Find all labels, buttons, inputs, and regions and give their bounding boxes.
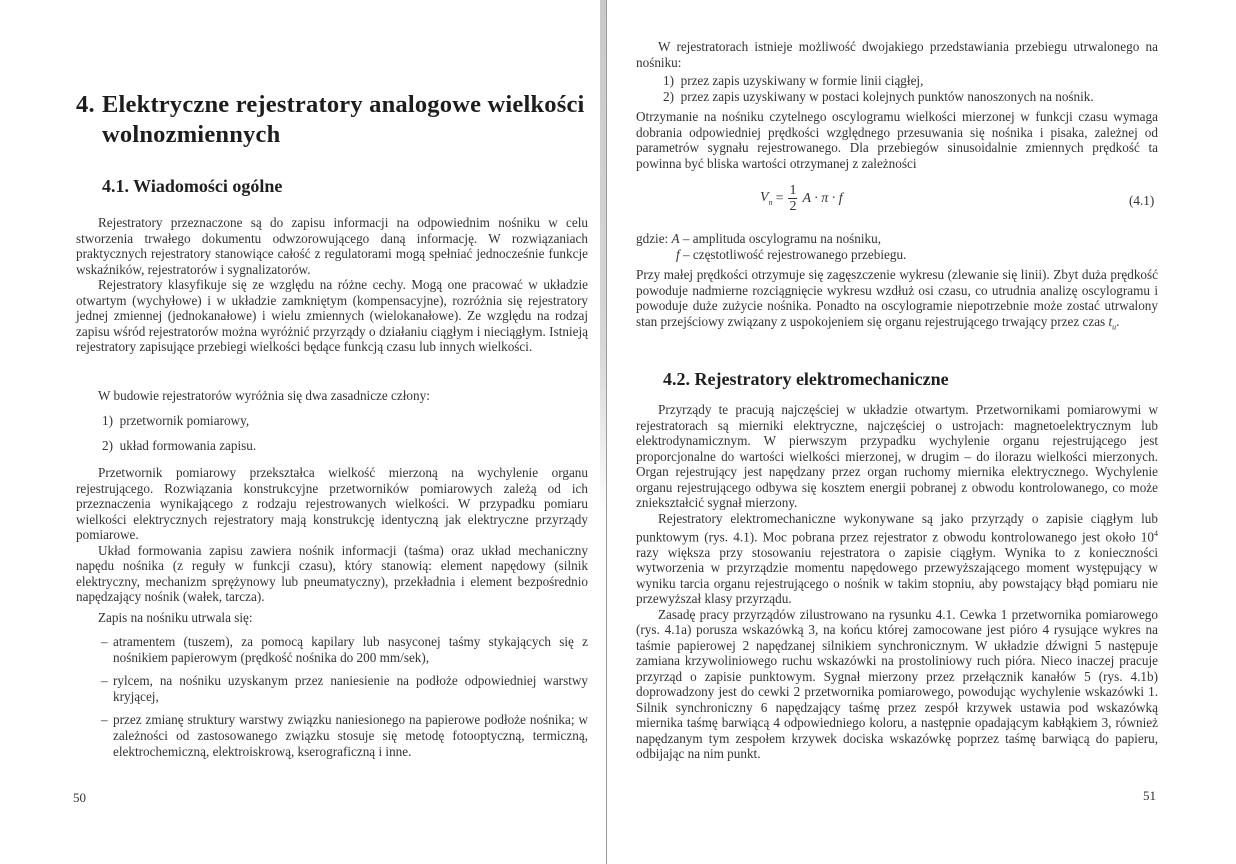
list-item	[663, 73, 923, 89]
paragraph	[76, 465, 588, 605]
chapter-number: 4.	[76, 91, 95, 118]
paragraph-text: Układ formowania zapisu zawiera nośnik informacji (taśma) oraz układ mechaniczny napędu nośnika (z reguły w funkcji czasu), który stanowią: element napędowy (silnik elektryczny, mechanizm sprężynowy lub pneumatyczny), przekładnia i element bezpośrednio napędzający nośnik (wałek, tarcza).	[76, 542, 588, 604]
section-title-4-1: 4.1. Wiadomości ogólne	[102, 176, 283, 196]
equation-number: (4.1)	[1129, 193, 1155, 208]
list-item	[102, 438, 256, 454]
dash-list-item	[101, 673, 588, 705]
paragraph-text: Rejestratory klasyfikuje się ze względu na różne cechy. Mogą one pracować w układzie otwartym (wychyłowe) i w układzie zamkniętym (kompensacyjne), rozróżnia się rejestratory jednej zmiennej (jednokanałowe) i wielu zmiennych (wielokanałowe). Ze względu na rodzaj zapisu wśród rejestratorów można wyróżnić przyrządy o działaniu ciągłym i nieciągłym. Istnieją rejestratory zapisujące przebiegi wielkości będące funkcją czasu lub innych wielkości.	[76, 277, 588, 354]
paragraph	[76, 388, 588, 404]
paragraph-text: W rejestratorach istnieje możliwość dwojakiego przedstawiania przebiegu utrwalonego na nośniku:	[636, 39, 1158, 70]
list-number: 1)	[102, 413, 113, 428]
paragraph-text: Rejestratory przeznaczone są do zapisu informacji na odpowiednim nośniku w celu stworzenia trwałego dokumentu odwzorowującego daną informację. W rozwiązaniach praktycznych rejestratory stanowiące całość z regulatorami mogą spełniać jednocześnie funkcje wskaźników, rejestratorów i sygnalizatorów.	[76, 215, 588, 277]
list-number: 1)	[663, 73, 674, 88]
formula-rhs: A · π · f	[802, 190, 843, 206]
paragraph	[76, 610, 588, 626]
page-number-right: 51	[1143, 788, 1156, 803]
section-title-4-2: 4.2. Rejestratory elektromechaniczne	[663, 369, 949, 389]
formula-fraction: $\frac{1}{2}$	[789, 183, 797, 214]
list-text: przez zapis uzyskiwany w formie linii ciągłej,	[680, 73, 924, 88]
paragraph: Przyrządy te pracują najczęściej w układzie otwartym. Przetwornikami pomiarowymi w rejestratorach są mierniki elektryczne, najczęściej o ustrojach: magnetoelektrycznym lub elektrodynamicznym. W pierwszym przypadku wychylenie organu rejestrującego jest proporcjonalne do wartości wielkości mierzonej, w drugim – do ilorazu wielkości mierzonych. Organ rejestrujący jest napędzany przez organ ruchomy miernika elektrycznego. Wychylenie organu rejestrującego odbywa się kosztem energii pobranej z obwodu kontrolowanego, co może zniekształcić sygnał mierzony. Rejestratory elektromechaniczne wykonywane są jako przyrządy o zapisie ciągłym lub punktowym (rys. 4.1). Moc pobrana przez rejestrator z obwodu kontrolowanego jest około $10^4$ razy większa przy stosowaniu rejestratora o zapisie ciągłym. Wynika to z konieczności wytworzenia w przyrządzie momentu napędowego przewyższającego moment występujący w wyniku tarcia organu rejestrującego o nośnik w takim stopniu, aby powstający błąd pomiaru nie przewyższał klasy przyrządu. Zasadę pracy przyrządów zilustrowano na rysunku 4.1. Cewka 1 przetwornika pomiarowego (rys. 4.1a) porusza wskazówką 3, na końcu której zamocowane jest pióro 4 rysujące wykres na taśmie papierowej 2 napędzanej silnikiem synchronicznym. W układzie dźwigni 5 następuje zamiana krzywoliniowego ruchu wskazówki na prostoliniowy ruch pióra. Nieco inaczej pracuje przyrząd o zapisie punktowym. Sygnał mierzony przez przełącznik kanałów 5 (rys. 4.1b) doprowadzony jest do cewki 2 przetwornika pomiarowego, powodując wychylenie wskazówki 1. Silnik synchroniczny 6 napędzający taśmę przez zespół krzywek ustawia pod wskazówką miernika taśmę barwiącą 4 odpowiedniego koloru, a następnie opadającym kabłąkiem 3, również napędzanym tym zespołem krzywek dociska wskazówkę poprzez taśmę barwiącą do papieru, odbijając na nim punkt.	[636, 402, 1158, 762]
list-item	[663, 89, 1094, 105]
dash-bullet: –	[101, 712, 108, 727]
dash-list-item	[101, 634, 588, 666]
paragraph-text: Przy małej prędkości otrzymuje się zagęszczenie wykresu (zlewanie się linii). Zbyt duża prędkość powoduje nadmierne rozciągnięcie wykresu wzdłuż osi czasu, co utrudnia analizę oscylogramu i powoduje duże zużycie nośnika. Ponadto na oscylogramie niepotrzebnie może zostać utrwalony stan przejściowy związany z uspokojeniem się organu rejestrującego trwający przez czas	[636, 267, 1158, 329]
list-text: przez zapis uzyskiwany w postaci kolejnych punktów nanoszonych na nośnik.	[680, 89, 1094, 104]
paragraph: Przy małej prędkości otrzymuje się zagęszczenie wykresu (zlewanie się linii). Zbyt duża prędkość powoduje nadmierne rozciągnięcie wykresu wzdłuż osi czasu, co utrudnia analizę oscylogramu i powoduje duże zużycie nośnika. Ponadto na oscylogramie niepotrzebnie może zostać utrwalony stan przejściowy związany z uspokojeniem się organu rejestrującego trwający przez czas $t_u$.	[636, 267, 1158, 332]
paragraph-text: Zasadę pracy przyrządów zilustrowano na rysunku 4.1. Cewka 1 przetwornika pomiarowego (rys. 4.1a) porusza wskazówką 3, na końcu której zamocowane jest pióro 4 rysujące wykres na taśmie papierowej 2 napędzanej silnikiem synchronicznym. W układzie dźwigni 5 następuje zamiana krzywoliniowego ruchu wskazówki na prostoliniowy ruch pióra. Nieco inaczej pracuje przyrząd o zapisie punktowym. Sygnał mierzony przez przełącznik kanałów 5 (rys. 4.1b) doprowadzony jest do cewki 2 przetwornika pomiarowego, powodując wychylenie wskazówki 1. Silnik synchroniczny 6 napędzający taśmę przez zespół krzywek ustawia pod wskazówką miernika taśmę barwiącą 4 odpowiedniego koloru, a następnie opadającym kabłąkiem 3, również napędzanym tym zespołem krzywek dociska wskazówkę poprzez taśmę barwiącą do papieru, odbijając na nim punkt.	[636, 606, 1158, 762]
paragraph-text: Przyrządy te pracują najczęściej w układzie otwartym. Przetwornikami pomiarowymi w rejestratorach są mierniki elektryczne, najczęściej o ustrojach: magnetoelektrycznym lub elektrodynamicznym. W pierwszym przypadku wychylenie organu rejestrującego jest proporcjonalne do wartości wielkości mierzonej, w drugim – do ilorazu wielkości mierzonych. Organ rejestrujący jest napędzany przez organ ruchomy miernika elektrycznego. Wychylenie organu rejestrującego odbywa się kosztem energii pobranej z obwodu kontrolowanego, co może zniekształcić sygnał mierzony.	[636, 402, 1158, 510]
dash-item-text: przez zmianę struktury warstwy związku naniesionego na papierowe podłoże nośnika; w zależności od zastosowanego związku stosuje się metodę fotooptyczną, termiczną, elektrochemiczną, elektroiskrową, kserograficzną i inne.	[113, 712, 588, 759]
where-list: gdzie: A – amplituda oscylogramu na nośniku, f – częstotliwość rejestrowanego przebiegu.	[636, 231, 907, 262]
dash-item-text: atramentem (tuszem), za pomocą kapilary lub nasyconej taśmy stykających się z nośnikiem papierowym (prędkość nośnika do 200 mm/sek),	[113, 634, 588, 665]
dash-item-text: rylcem, na nośniku uzyskanym przez naniesienie na podłoże odpowiedniej warstwy kryjącej,	[113, 673, 588, 704]
dash-bullet: –	[101, 673, 108, 688]
paragraph-text: W budowie rejestratorów wyróżnia się dwa zasadnicze człony:	[98, 388, 430, 403]
chapter-title-line1: Elektryczne rejestratory analogowe wielkości	[102, 91, 585, 118]
dash-list-item	[101, 712, 588, 760]
formula-4-1	[760, 183, 843, 214]
chapter-title-line2: wolnozmiennych	[102, 121, 281, 148]
dash-bullet: –	[101, 634, 108, 649]
paragraph-text: Przetwornik pomiarowy przekształca wielkość mierzoną na wychylenie organu rejestrującego. Rozwiązania konstrukcyjne przetworników pomiarowych zależą od ich przeznaczenia wynikającego z rodzaju rejestrowanych wielkości. W przypadku pomiaru wielkości elektrycznych rejestratory mają konstrukcję identyczną jak elektryczne przyrządy pomiarowe.	[76, 465, 588, 542]
paragraph	[76, 215, 588, 355]
list-number: 2)	[663, 89, 674, 104]
formula-lhs: $V_n$	[760, 190, 773, 207]
paragraph	[636, 109, 1158, 171]
list-text: przetwornik pomiarowy,	[119, 413, 250, 428]
chapter-title	[76, 90, 596, 150]
page-number-left: 50	[73, 790, 86, 805]
formula-equals: =	[775, 190, 784, 206]
list-item	[102, 413, 249, 429]
list-text: układ formowania zapisu.	[119, 438, 257, 453]
list-number: 2)	[102, 438, 113, 453]
paragraph-text: Zapis na nośniku utrwala się:	[98, 610, 253, 625]
paragraph-text: Otrzymanie na nośniku czytelnego oscylogramu wielkości mierzonej w funkcji czasu wymaga dobrania odpowiedniej prędkości względnego przesuwania się nośnika i pisaka, zależnej od parametrów sygnału rejestrowanego. Dla przebiegów sinusoidalnie zmiennych prędkość ta powinna być bliska wartości otrzymanej z zależności	[636, 109, 1158, 171]
paragraph	[636, 39, 1158, 70]
